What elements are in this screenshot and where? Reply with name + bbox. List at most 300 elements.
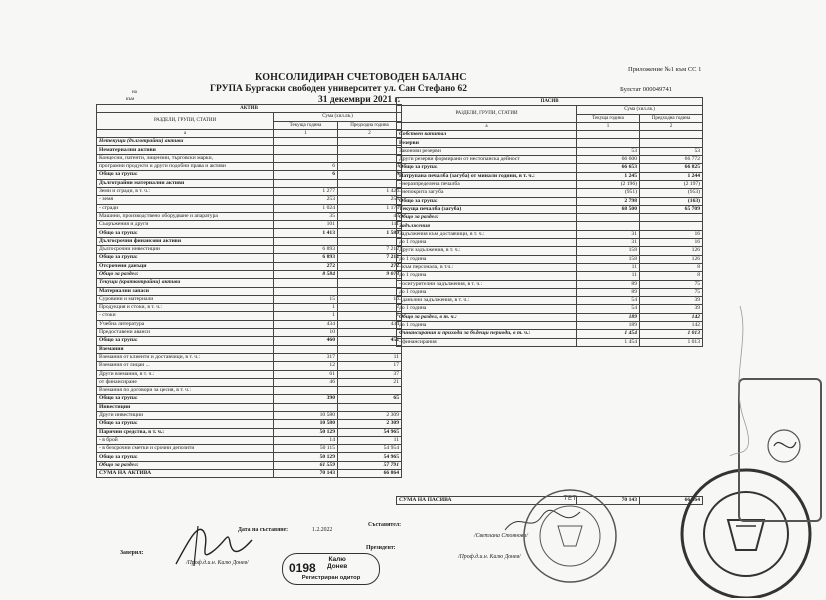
assets-row-label: Машини, производствено оборудване и апаратура — [97, 212, 274, 220]
assets-row-label: Общо за група: — [97, 229, 274, 237]
assets-col-1: 1 — [274, 129, 338, 137]
assets-row-previous — [338, 146, 402, 154]
assets-row-previous: 16 — [338, 295, 402, 303]
liabilities-row-previous: 142 — [640, 313, 703, 321]
assets-row — [97, 146, 402, 154]
assets-row — [97, 395, 402, 403]
assets-row-label: Общо за група: — [97, 337, 274, 345]
assets-row-previous: 11 — [338, 436, 402, 444]
liabilities-row-label: - данъчни задължения, в т. ч.: — [397, 297, 577, 305]
assets-row-label: - в брой — [97, 436, 274, 444]
assets-row-current: 61 — [274, 370, 338, 378]
liabilities-row-previous: 16 — [640, 239, 703, 247]
assets-row-previous: 9 — [338, 163, 402, 171]
assets-row — [97, 254, 402, 262]
university-stamp-small — [520, 486, 620, 586]
assets-row-previous: 2 309 — [338, 411, 402, 419]
liabilities-row-current: (951) — [577, 189, 640, 197]
liabilities-row-current — [577, 222, 640, 230]
assets-row-label: Общо за група: — [97, 420, 274, 428]
assets-row — [97, 287, 402, 295]
liabilities-row-previous — [640, 131, 703, 139]
report-date: 31 декември 2021 г. — [318, 95, 401, 105]
liabilities-row — [397, 139, 703, 147]
liabilities-row-label: Задължения към доставчици, в т. ч.: — [397, 230, 577, 238]
liabilities-row-label: до 1 година — [397, 322, 577, 330]
assets-row — [97, 411, 402, 419]
liabilities-row-current: 66 653 — [577, 164, 640, 172]
liabilities-row-current: 31 — [577, 230, 640, 238]
liabilities-row — [397, 172, 703, 180]
assets-row-label: Общо за раздел: — [97, 270, 274, 278]
liabilities-row-current: 11 — [577, 272, 640, 280]
assets-row-label: програмни продукти и други подобни права и активи — [97, 163, 274, 171]
assets-row-current: 15 — [274, 295, 338, 303]
liabilities-row — [397, 255, 703, 263]
assets-row — [97, 179, 402, 187]
svg-text:ТЕТ: ТЕТ — [563, 494, 577, 502]
assets-row-label: Общо за група: — [97, 453, 274, 461]
assets-row-current: 50 129 — [274, 428, 338, 436]
liabilities-row-current: 158 — [577, 255, 640, 263]
assets-row-previous: 2 309 — [338, 420, 402, 428]
liabilities-total-label: СУМА НА ПАСИВА — [397, 497, 577, 505]
assets-row-label: Нетекущи (дълготрайни) активи — [97, 138, 274, 146]
liabilities-row-previous: 8 — [640, 272, 703, 280]
liabilities-row-label: Законови резерви — [397, 147, 577, 155]
liabilities-row — [397, 338, 703, 346]
liabilities-row-label: Собствен капитал — [397, 131, 577, 139]
liabilities-row-previous: 39 — [640, 297, 703, 305]
date-value: 1.2.2022 — [312, 527, 333, 533]
liabilities-total-previous: 66 864 — [640, 497, 703, 505]
liabilities-row-previous: 53 — [640, 147, 703, 155]
assets-row-current: 434 — [274, 320, 338, 328]
assets-row — [97, 387, 402, 395]
liabilities-col-2: 2 — [640, 122, 703, 130]
assets-row-previous — [338, 329, 402, 337]
assets-row-previous: 54 954 — [338, 445, 402, 453]
assets-row-previous: 253 — [338, 196, 402, 204]
liabilities-row-label: - непокрита загуба — [397, 189, 577, 197]
assets-heading: АКТИВ — [97, 105, 402, 113]
assets-row-current: 50 115 — [274, 445, 338, 453]
assets-row — [97, 171, 402, 179]
assets-row-previous: 7 212 — [338, 254, 402, 262]
assets-row-current: 6 — [274, 163, 338, 171]
liabilities-row-previous: (163) — [640, 197, 703, 205]
assets-row-label: Вземания — [97, 345, 274, 353]
assets-row — [97, 312, 402, 320]
assets-row-label: Нематериални активи — [97, 146, 274, 154]
assets-row — [97, 270, 402, 278]
assets-row-previous: 43 — [338, 212, 402, 220]
document-title: КОНСОЛИДИРАН СЧЕТОВОДЕН БАЛАНС — [255, 72, 467, 83]
liabilities-row — [397, 189, 703, 197]
liabilities-row-previous: 126 — [640, 255, 703, 263]
assets-row-current: 1 277 — [274, 187, 338, 195]
assets-row-previous: 11 — [338, 353, 402, 361]
assets-row-current: 390 — [274, 395, 338, 403]
assets-row-previous: 272 — [338, 262, 402, 270]
liabilities-row-label: Общо за група: — [397, 164, 577, 172]
assets-row-previous: 21 — [338, 378, 402, 386]
assets-row-current: 101 — [274, 221, 338, 229]
assets-row-current: 1 024 — [274, 204, 338, 212]
liabilities-row — [397, 305, 703, 313]
assets-row-label: Вземания от клиенти и доставчици, в т. ч.: — [97, 353, 274, 361]
liabilities-row — [397, 147, 703, 155]
assets-row-current: 6 893 — [274, 254, 338, 262]
assets-row — [97, 362, 402, 370]
assets-row-current: 50 129 — [274, 453, 338, 461]
assets-row-previous: 2 — [338, 304, 402, 312]
assets-row-label: Материални запаси — [97, 287, 274, 295]
assets-row — [97, 403, 402, 411]
assets-row-current: 12 — [274, 362, 338, 370]
liabilities-row-label: Натрупана печалба (загуба) от минали години, в т. ч.: — [397, 172, 577, 180]
liabilities-row-current: 54 — [577, 297, 640, 305]
liabilities-row-label: - финансирания — [397, 338, 577, 346]
certifier-name: /Проф.д.и.н. Калю Донев/ — [186, 560, 249, 566]
director-name: /Проф.д.и.н. Калю Донев/ — [458, 554, 521, 560]
auditor-name — [327, 556, 347, 570]
liabilities-row-current: 158 — [577, 247, 640, 255]
liabilities-row — [397, 322, 703, 330]
assets-row-previous — [338, 237, 402, 245]
assets-row-current: 70 143 — [274, 470, 338, 478]
compiler-label: Съставител: — [368, 522, 402, 528]
liabilities-col-1: 1 — [577, 122, 640, 130]
liabilities-row-label: - към персонала, в т.ч.: — [397, 263, 577, 271]
liabilities-row-label: до 1 година — [397, 288, 577, 296]
assets-row-label: - стоки — [97, 312, 274, 320]
liabilities-row-label: Други резерви формирани от нестопанска дейност — [397, 156, 577, 164]
assets-col-2: 2 — [338, 129, 402, 137]
liabilities-row — [397, 330, 703, 338]
assets-row — [97, 187, 402, 195]
assets-row-previous: 452 — [338, 337, 402, 345]
assets-row-label: Вземания от лицаи ... — [97, 362, 274, 370]
liabilities-row-previous: 1 013 — [640, 330, 703, 338]
liabilities-row-previous — [640, 214, 703, 222]
liabilities-row-label: Текуща печалба (загуба) — [397, 205, 577, 213]
liabilities-row-label: до 1 година — [397, 305, 577, 313]
assets-row — [97, 461, 402, 469]
liabilities-row — [397, 247, 703, 255]
assets-row — [97, 262, 402, 270]
assets-row-current: 10 580 — [274, 420, 338, 428]
liabilities-row — [397, 164, 703, 172]
liabilities-row-current: 31 — [577, 239, 640, 247]
assets-row-previous: 7 212 — [338, 246, 402, 254]
liabilities-row-current: 89 — [577, 288, 640, 296]
assets-row-label: от финансиране — [97, 378, 274, 386]
assets-row-previous: 2 — [338, 312, 402, 320]
assets-row-current — [274, 138, 338, 146]
assets-row — [97, 221, 402, 229]
liabilities-row — [397, 214, 703, 222]
assets-row-label: Предоставени аванси — [97, 329, 274, 337]
assets-row — [97, 154, 402, 162]
liabilities-row-current: 189 — [577, 313, 640, 321]
assets-row-previous: 66 864 — [338, 470, 402, 478]
assets-row-previous — [338, 345, 402, 353]
liabilities-row-previous: 8 — [640, 263, 703, 271]
assets-row-previous: 37 — [338, 370, 402, 378]
assets-row-current — [274, 387, 338, 395]
liabilities-row-previous: 65 709 — [640, 205, 703, 213]
assets-row — [97, 436, 402, 444]
liabilities-col-section: РАЗДЕЛИ, ГРУПИ, СТАТИИ — [397, 106, 577, 123]
assets-row — [97, 304, 402, 312]
liabilities-row-current: 1 454 — [577, 330, 640, 338]
assets-row-current: 10 — [274, 329, 338, 337]
liabilities-row-current: 89 — [577, 280, 640, 288]
liabilities-row-current: 1 454 — [577, 338, 640, 346]
liabilities-row-label: Задължения — [397, 222, 577, 230]
liabilities-row — [397, 180, 703, 188]
assets-col-amount: Сума (хил.лв.) — [274, 113, 402, 121]
liabilities-row-current: (2 196) — [577, 180, 640, 188]
liabilities-row-label: Финансирания и приходи за бъдещи периоди, в т. ч.: — [397, 330, 577, 338]
assets-row-label: Дълготрайни материални активи — [97, 179, 274, 187]
liabilities-row-previous: 1 244 — [640, 172, 703, 180]
liabilities-row-current — [577, 139, 640, 147]
liabilities-row — [397, 222, 703, 230]
assets-row-previous: 9 — [338, 171, 402, 179]
liabilities-row-previous — [640, 222, 703, 230]
assets-row — [97, 295, 402, 303]
liabilities-row-label: - неразпределена печалба — [397, 180, 577, 188]
assets-row-previous — [338, 387, 402, 395]
assets-row — [97, 212, 402, 220]
liabilities-row — [397, 272, 703, 280]
liabilities-row-current: 68 500 — [577, 205, 640, 213]
assets-row-current: 1 — [274, 304, 338, 312]
assets-row-label: Суровини и материали — [97, 295, 274, 303]
assets-row-previous: 17 — [338, 362, 402, 370]
auditor-registration: Регистриран одитор — [301, 575, 361, 581]
assets-row-previous: 1 173 — [338, 204, 402, 212]
assets-row — [97, 237, 402, 245]
assets-row — [97, 470, 402, 478]
liabilities-row-previous — [640, 139, 703, 147]
assets-row-current: 1 — [274, 312, 338, 320]
liabilities-row — [397, 197, 703, 205]
liabilities-row-label: Общо за раздел: — [397, 214, 577, 222]
liabilities-row-current: 54 — [577, 305, 640, 313]
auditor-stamp — [282, 553, 380, 585]
assets-row-current — [274, 345, 338, 353]
assets-row-previous — [338, 179, 402, 187]
assets-row-label: Дългосрочни финансови активи — [97, 237, 274, 245]
auditor-name-line2: Донев — [327, 563, 348, 570]
assets-row-label: Отсрочени данъци — [97, 262, 274, 270]
assets-row-previous: 434 — [338, 320, 402, 328]
liabilities-row-label: до 1 година — [397, 239, 577, 247]
assets-row-current — [274, 237, 338, 245]
liabilities-row-current: 66 600 — [577, 156, 640, 164]
assets-row — [97, 229, 402, 237]
assets-row — [97, 370, 402, 378]
assets-row — [97, 428, 402, 436]
liabilities-col-amount: Сума (хил.лв.) — [577, 106, 703, 114]
liabilities-row — [397, 156, 703, 164]
liabilities-row-previous: 1 013 — [640, 338, 703, 346]
liabilities-total-current: 70 143 — [577, 497, 640, 505]
liabilities-row-previous: (953) — [640, 189, 703, 197]
certifier-label: Заверил: — [120, 550, 144, 556]
assets-row-label: Дългосрочни инвестиции — [97, 246, 274, 254]
assets-row-label: Учебна литература — [97, 320, 274, 328]
assets-row-label: Текущи (краткотрайни) активи — [97, 279, 274, 287]
assets-row-previous: 111 — [338, 221, 402, 229]
liabilities-row-previous: 39 — [640, 305, 703, 313]
liabilities-heading: ПАСИВ — [397, 98, 703, 106]
assets-row — [97, 445, 402, 453]
assets-row-current: 253 — [274, 196, 338, 204]
liabilities-row — [397, 239, 703, 247]
liabilities-col-a: а — [397, 122, 577, 130]
assets-row-current — [274, 179, 338, 187]
liabilities-row — [397, 230, 703, 238]
liabilities-row-current — [577, 131, 640, 139]
liabilities-row-current: 1 245 — [577, 172, 640, 180]
liabilities-row-previous: 16 — [640, 230, 703, 238]
liabilities-row-previous: 142 — [640, 322, 703, 330]
liabilities-row — [397, 280, 703, 288]
auditor-name-line1: Калю — [328, 556, 346, 563]
assets-row — [97, 353, 402, 361]
left-mark-kam: към — [126, 97, 135, 102]
liabilities-row-previous: 66 825 — [640, 164, 703, 172]
appendix-label: Приложение №1 към СС 1 — [628, 66, 702, 73]
pen-mark — [700, 300, 760, 460]
assets-row-label: Общо за група: — [97, 171, 274, 179]
liabilities-row-current: 53 — [577, 147, 640, 155]
assets-row-previous: 54 965 — [338, 453, 402, 461]
assets-row — [97, 163, 402, 171]
assets-row-current: 8 584 — [274, 270, 338, 278]
assets-row-current — [274, 287, 338, 295]
assets-row-label: Концесии, патенти, лицензии, търговски марки, — [97, 154, 274, 162]
assets-row — [97, 453, 402, 461]
left-mark-na: на — [132, 90, 137, 95]
liabilities-row-label: Общо за раздел, в т. ч.: — [397, 313, 577, 321]
assets-row-current: 46 — [274, 378, 338, 386]
assets-row — [97, 279, 402, 287]
assets-row-current: 1 413 — [274, 229, 338, 237]
assets-row-previous: 1 580 — [338, 229, 402, 237]
assets-row-current: 6 893 — [274, 246, 338, 254]
assets-row-label: Общо за раздел: — [97, 461, 274, 469]
assets-col-section: РАЗДЕЛИ, ГРУПИ, СТАТИИ — [97, 113, 274, 130]
liabilities-row-current: 11 — [577, 263, 640, 271]
assets-table — [96, 104, 402, 478]
assets-row-current — [274, 146, 338, 154]
liabilities-row-current: 2 798 — [577, 197, 640, 205]
assets-row — [97, 320, 402, 328]
assets-row — [97, 337, 402, 345]
assets-row-current: 272 — [274, 262, 338, 270]
liabilities-row-previous: 75 — [640, 288, 703, 296]
assets-row-current: 6 — [274, 171, 338, 179]
liabilities-row-previous: 75 — [640, 280, 703, 288]
assets-row — [97, 345, 402, 353]
liabilities-row-label: Общо за група: — [397, 197, 577, 205]
liabilities-row-label: до 1 година — [397, 255, 577, 263]
assets-row — [97, 138, 402, 146]
liabilities-row-label: Резерви — [397, 139, 577, 147]
auditor-number: 0198 — [289, 561, 316, 575]
liabilities-row-label: до 1 година — [397, 272, 577, 280]
assets-row-previous: 54 965 — [338, 428, 402, 436]
assets-row-label: Други инвестиции — [97, 411, 274, 419]
liabilities-row-current: 189 — [577, 322, 640, 330]
assets-row-current: 317 — [274, 353, 338, 361]
assets-row-current — [274, 403, 338, 411]
assets-row-label: Продукция и стоки, в т. ч.: — [97, 304, 274, 312]
assets-row-current: 10 580 — [274, 411, 338, 419]
assets-row-label: СУМА НА АКТИВА — [97, 470, 274, 478]
assets-row-current: 14 — [274, 436, 338, 444]
liabilities-row — [397, 288, 703, 296]
liabilities-row-label: - осигурителни задължения, в т. ч.: — [397, 280, 577, 288]
liabilities-row — [397, 263, 703, 271]
assets-row-current — [274, 154, 338, 162]
liabilities-row — [397, 131, 703, 139]
assets-row-current — [274, 279, 338, 287]
director-label: Президент: — [366, 545, 396, 551]
assets-row-label: Парични средства, в т. ч.: — [97, 428, 274, 436]
assets-row-current: 61 559 — [274, 461, 338, 469]
assets-row-previous — [338, 154, 402, 162]
assets-row-previous: 65 — [338, 395, 402, 403]
liabilities-row-previous: 66 772 — [640, 156, 703, 164]
liabilities-row — [397, 313, 703, 321]
liabilities-col-current: Текуща година — [577, 114, 640, 122]
compiler-name: /Светлана Стоянова/ — [474, 533, 528, 539]
assets-row-label: Земи и сгради, в т. ч.: — [97, 187, 274, 195]
assets-row-label: - сгради — [97, 204, 274, 212]
liabilities-row-previous: (2 197) — [640, 180, 703, 188]
liabilities-row — [397, 205, 703, 213]
assets-row — [97, 420, 402, 428]
liabilities-row-label: Други задължения, в т. ч.: — [397, 247, 577, 255]
assets-col-previous: Предходна година — [338, 121, 402, 129]
assets-row-previous — [338, 403, 402, 411]
assets-row-current: 460 — [274, 337, 338, 345]
date-label: Дата на съставяне: — [238, 527, 289, 533]
assets-row-label: Общо за група: — [97, 395, 274, 403]
assets-row — [97, 378, 402, 386]
liabilities-col-previous: Предходна година — [640, 114, 703, 122]
assets-row — [97, 329, 402, 337]
assets-row-label: - земя — [97, 196, 274, 204]
assets-row-label: Инвестиции — [97, 403, 274, 411]
assets-row — [97, 246, 402, 254]
assets-col-current: Текуща година — [274, 121, 338, 129]
assets-row — [97, 204, 402, 212]
assets-row-label: Вземания по договори за цесия, в т. ч.: — [97, 387, 274, 395]
liabilities-row-current — [577, 214, 640, 222]
group-name: ГРУПА Бургаски свободен университет ул. Сан Стефано 62 — [210, 84, 468, 94]
assets-col-a: а — [97, 129, 274, 137]
liabilities-table — [396, 97, 703, 347]
liabilities-row-previous: 126 — [640, 247, 703, 255]
assets-row-label: - в безсрочни сметки и срочни депозити — [97, 445, 274, 453]
